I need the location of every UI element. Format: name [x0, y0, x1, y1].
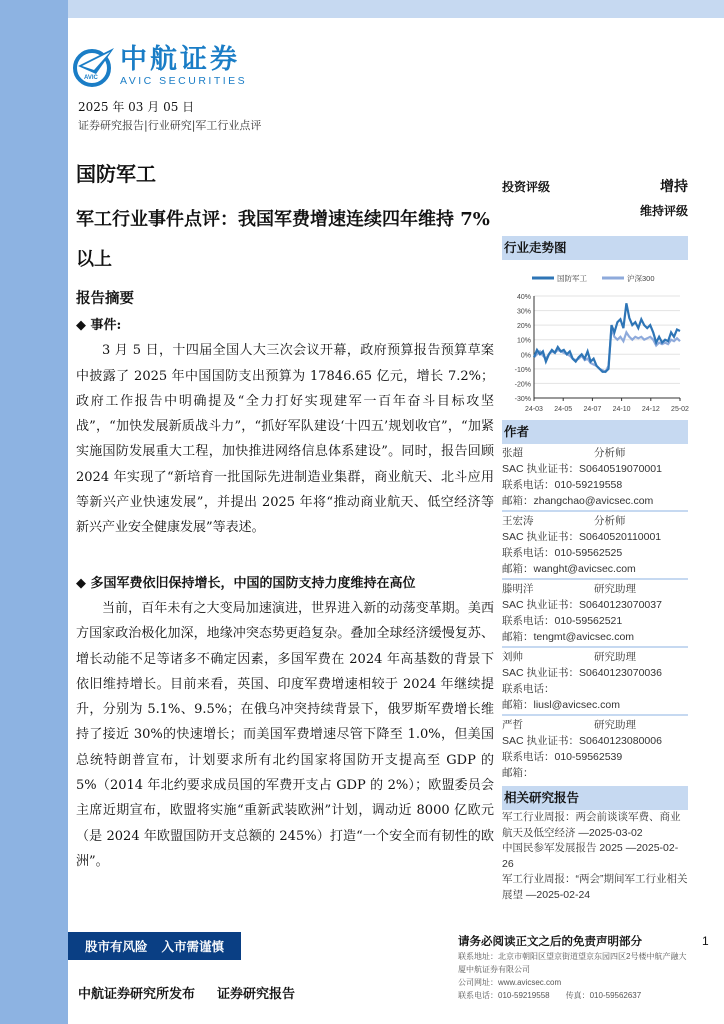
- x-tick-label: 24-07: [583, 406, 602, 413]
- author-name: 张超: [502, 447, 523, 459]
- author-role: 研究助理: [594, 651, 636, 663]
- y-tick-label: 40%: [516, 294, 531, 301]
- publisher-line: [78, 983, 295, 1002]
- risk-text-b: 入市需谨慎: [161, 939, 225, 954]
- author-card: [502, 716, 688, 782]
- publisher-a: 中航证券研究所发布: [78, 987, 196, 1002]
- series-line-0: [534, 303, 680, 372]
- contact-address: 联系地址：北京市朝阳区望京街道望京东园四区2号楼中航产融大厦中航证券有限公司: [458, 952, 687, 974]
- industry-trend-chart: [502, 260, 692, 418]
- author-card: [502, 512, 688, 580]
- related-heading: 相关研究报告: [502, 786, 688, 810]
- rating-value: 增持: [660, 179, 688, 195]
- x-tick-label: 24-12: [641, 406, 660, 413]
- breadcrumb: 证券研究报告|行业研究|军工行业点评: [78, 119, 262, 132]
- x-tick-label: 24-03: [525, 406, 543, 413]
- legend-label: 国防军工: [557, 274, 587, 283]
- x-tick-label: 25-02: [671, 406, 689, 413]
- disclaimer-heading: 请务必阅读正文之后的免责声明部分: [458, 934, 642, 948]
- author-name: 严哲: [502, 719, 523, 731]
- report-date: 2025 年 03 月 05 日: [78, 100, 195, 114]
- company-logo: [72, 44, 247, 88]
- left-sidebar-band: [0, 0, 68, 1024]
- author-phone: 联系电话：: [502, 683, 555, 695]
- author-role: 分析师: [594, 447, 626, 459]
- investment-rating: [502, 178, 688, 196]
- author-email[interactable]: 邮箱：wanght@avicsec.com: [502, 563, 636, 575]
- author-name: 滕明洋: [502, 583, 534, 595]
- y-tick-label: 30%: [516, 308, 531, 316]
- sector-title: 国防军工: [76, 162, 156, 186]
- x-tick-label: 24-10: [612, 406, 631, 413]
- x-tick-label: 24-05: [554, 406, 573, 413]
- y-tick-label: -30%: [514, 396, 531, 403]
- abstract-heading: 报告摘要: [76, 290, 134, 307]
- author-card: [502, 444, 688, 512]
- related-report[interactable]: 中国民参军发展报告 2025 —2025-02-26: [502, 842, 679, 870]
- y-tick-label: -20%: [514, 381, 531, 389]
- author-sac: SAC 执业证书：S0640123080006: [502, 735, 662, 747]
- y-tick-label: 10%: [516, 337, 531, 345]
- company-website[interactable]: 公司网址：www.avicsec.com: [458, 978, 562, 987]
- related-report[interactable]: 军工行业周报：“两会”期间军工行业相关展望 —2025-02-24: [502, 873, 688, 901]
- author-phone: 联系电话：010-59562539: [502, 751, 623, 763]
- publisher-b: 证券研究报告: [217, 987, 296, 1002]
- author-email[interactable]: 邮箱：tengmt@avicsec.com: [502, 631, 635, 643]
- author-sac: SAC 执业证书：S0640520110001: [502, 531, 662, 543]
- logo-cn: 中航证券: [120, 44, 240, 75]
- contact-phone: 联系电话：010-59219558 传真：010-59562637: [458, 991, 642, 1000]
- author-sac: SAC 执业证书：S0640123070037: [502, 599, 662, 611]
- legend-label: 沪深300: [627, 274, 655, 283]
- author-card: [502, 648, 688, 716]
- author-email[interactable]: 邮箱：: [502, 767, 534, 779]
- section-heading: ◆ 事件:: [76, 318, 122, 333]
- top-header-band: [68, 0, 724, 18]
- risk-warning-banner: [68, 932, 241, 960]
- author-sac: SAC 执业证书：S0640123070036: [502, 667, 662, 679]
- author-role: 研究助理: [594, 583, 636, 595]
- risk-text-a: 股市有风险: [84, 939, 148, 954]
- author-card: [502, 580, 688, 648]
- chart-heading: 行业走势图: [502, 236, 688, 260]
- section-heading: ◆ 多国军费依旧保持增长，中国的国防支持力度维持在高位: [76, 575, 416, 591]
- y-tick-label: 20%: [516, 323, 531, 331]
- author-phone: 联系电话：010-59562521: [502, 615, 623, 627]
- y-tick-label: 0%: [520, 352, 531, 360]
- rating-label: 投资评级: [502, 180, 551, 194]
- author-phone: 联系电话：010-59219558: [502, 479, 623, 491]
- svg-text:AVIC: AVIC: [84, 75, 98, 81]
- author-name: 刘帅: [502, 651, 523, 663]
- report-title: 军工行业事件点评：我国军费增速连续四年维持 7%以上: [76, 209, 490, 270]
- section-body: 当前，百年未有之大变局加速演进，世界进入新的动荡变革期。美西方国家政治极化加深，地缘冲突态势更趋复杂。叠加全球经济缓慢复苏、增长动能不足等诸多不确定因素，多国军费在 2024 年高基数的背景下依旧维持增长。目前来看，英国、印度军费增速相较于 2024 年继续提升，分别为 5.1%、9.5%；在俄乌冲突持续背景下，俄罗斯军费增长维持了接近 30%的快速增长；而美国军费增速尽管下降至 1.0%，但美国总统特朗普宣布，计划要求所有北约国家将国防开支提高至 GDP 的 5%（2014 年北约要求成员国的军费开支占 GDP 的 2%）；欧盟委员会主席近期宣布，欧盟将实施“重新武装欧洲”计划，调动近 8000 亿欧元（是 2024 年欧盟国防开支总额的 245%）打造“一个安全而有韧性的欧洲”。: [76, 600, 494, 869]
- y-tick-label: -10%: [514, 366, 531, 374]
- avic-logo-icon: [72, 44, 116, 88]
- disclaimer-block: [458, 932, 694, 1002]
- related-report[interactable]: 军工行业周报：两会前谈谈军费、商业航天及低空经济 —2025-03-02: [502, 811, 681, 839]
- right-column: [502, 178, 688, 903]
- page-number: 1: [702, 934, 709, 948]
- section-body: 3 月 5 日，十四届全国人大三次会议开幕，政府预算报告预算草案中披露了 2025 年中国国防支出预算为 17846.65 亿元，增长 7.2%；政府工作报告中明确提及“全力打好实现建军一百年奋斗目标攻坚战”，“加快发展新质战斗力”，“抓好军队建设‘十四五’规划收官”，“加紧实施国防发展重大工程，加快推进网络信息体系建设”。同时，报告回顾 2024 年实现了“新培育一批国际先进制造业集群，商业航天、北斗应用等新兴产业快速发展”，并提出 2025 年将“推动商业航天、低空经济等新兴产业安全健康发展”等表述。: [76, 343, 494, 536]
- author-name: 王宏涛: [502, 515, 534, 527]
- author-email[interactable]: 邮箱：liusl@avicsec.com: [502, 699, 621, 711]
- author-role: 研究助理: [594, 719, 636, 731]
- author-role: 分析师: [594, 515, 626, 527]
- author-sac: SAC 执业证书：S0640519070001: [502, 463, 662, 475]
- logo-en: AVIC SECURITIES: [120, 75, 248, 87]
- author-list: [502, 444, 688, 782]
- rating-note: 维持评级: [639, 204, 688, 218]
- author-email[interactable]: 邮箱：zhangchao@avicsec.com: [502, 495, 654, 507]
- author-phone: 联系电话：010-59562525: [502, 547, 623, 559]
- authors-heading: 作者: [502, 420, 688, 444]
- main-content: [76, 313, 494, 874]
